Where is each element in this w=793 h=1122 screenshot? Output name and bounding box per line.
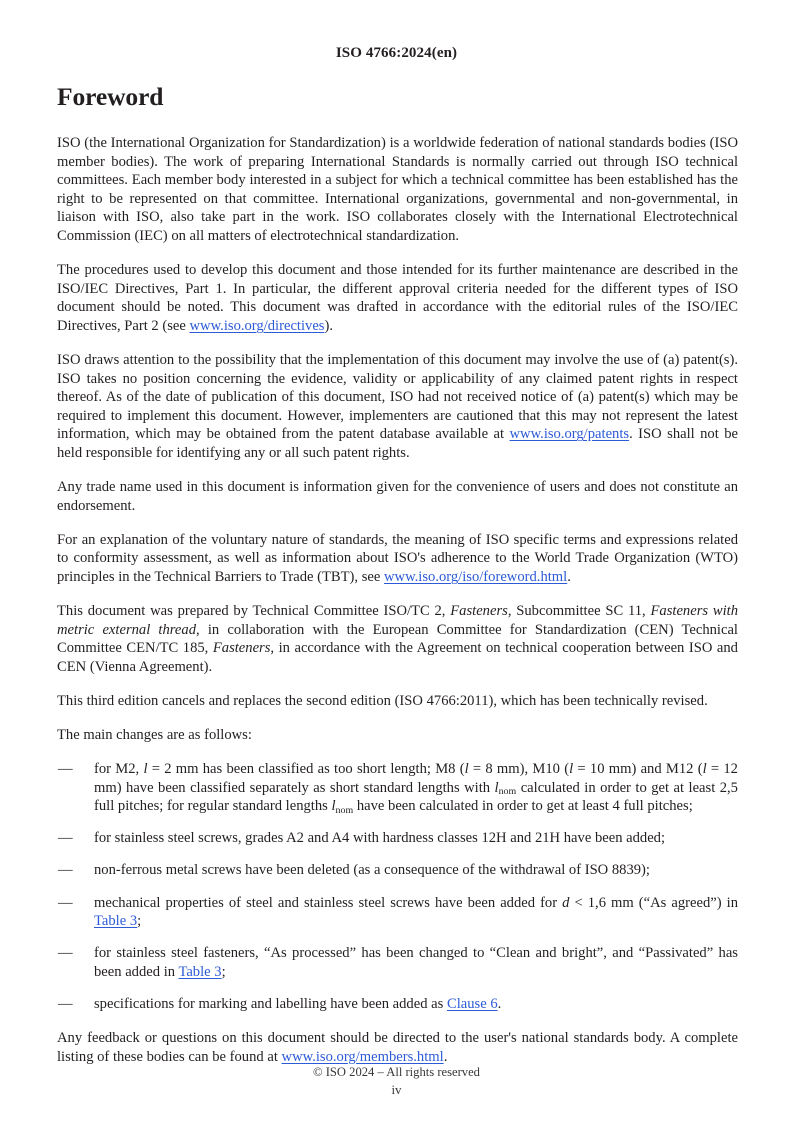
paragraph-iso-intro: ISO (the International Organization for Standardization) is a worldwide federation of national standards bodies (ISO member bodies). The work of preparing International Standards is normally carried out through ISO technical committees. Each member body interested in a subject for which a technical committee has been established has the right to be represented on that committee. International organizations, governmental and non-governmental, in liaison with ISO, also take part in the work. ISO collaborates closely with the International Electrotechnical Commission (IEC) on all matters of electrotechnical standardization. xyxy=(57,135,738,244)
item1-italic-l-5: l xyxy=(494,779,499,796)
tc-italic-fasteners-2: Fasteners, xyxy=(212,640,275,657)
paragraph-procedures-text-after: ). xyxy=(324,317,334,334)
paragraph-procedures xyxy=(57,261,738,335)
link-iso-patents[interactable]: www.iso.org/patents xyxy=(509,426,630,443)
item1-lnom-2 xyxy=(331,798,353,814)
link-table-3[interactable]: Table 3 xyxy=(178,963,222,980)
link-clause-6[interactable]: Clause 6 xyxy=(446,995,498,1012)
item1-subscript-nom-1: nom xyxy=(498,786,517,798)
item1-italic-l-1: l xyxy=(143,761,148,778)
tc-italic-fasteners-metric: Fasteners with metric external thread xyxy=(57,602,738,638)
item5-seg-1: for stainless steel fasteners, “As processed” has been changed to “Clean and bright”, and “Passivated” has been added in xyxy=(94,945,738,980)
item1-italic-l-6: l xyxy=(331,798,336,815)
item5-seg-2: ; xyxy=(221,963,226,980)
list-item xyxy=(57,944,738,981)
paragraph-patents xyxy=(57,351,738,463)
tc-italic-fasteners-1: Fasteners xyxy=(450,602,508,619)
document-content xyxy=(57,82,738,1066)
item2-text: for stainless steel screws, grades A2 and A4 with hardness classes 12H and 21H have been added; xyxy=(94,830,666,847)
list-item xyxy=(57,829,738,848)
item1-seg-4: = 10 mm) and M12 ( xyxy=(573,761,703,778)
item6-seg-2: . xyxy=(497,995,502,1012)
paragraph-feedback-text-after: . xyxy=(443,1048,448,1065)
item3-text: non-ferrous metal screws have been deleted (as a consequence of the withdrawal of ISO 8839); xyxy=(94,862,650,879)
paragraph-wto xyxy=(57,531,738,587)
item1-seg-2: = 2 mm has been classified as too short length; M8 ( xyxy=(147,761,465,778)
item1-subscript-nom-2: nom xyxy=(335,804,354,816)
em-dash-marker: — xyxy=(58,862,73,879)
tc-seg-2: , Subcommittee SC 11, xyxy=(507,602,651,619)
item1-lnom-1 xyxy=(495,780,517,796)
item4-italic-d: d xyxy=(562,894,570,911)
item1-seg-6: calculated in order to get at least 2,5 full pitches; for regular standard lengths xyxy=(94,779,738,815)
item4-seg-2: < 1,6 mm (“As agreed”) in xyxy=(569,894,738,911)
em-dash-marker: — xyxy=(58,761,73,778)
list-item xyxy=(57,760,738,816)
link-table-3[interactable]: Table 3 xyxy=(94,913,138,930)
running-head: ISO 4766:2024(en) xyxy=(335,45,458,61)
page-number: iv xyxy=(391,1082,402,1097)
em-dash-marker: — xyxy=(58,830,73,847)
paragraph-wto-text-after: . xyxy=(567,568,571,585)
paragraph-feedback-text-before: Any feedback or questions on this document should be directed to the user's national standards body. A complete listing of these bodies can be found at xyxy=(57,1029,738,1065)
paragraph-procedures-text-before: The procedures used to develop this document and those intended for its further maintenance are described in the ISO/IEC Directives, Part 1. In particular, the different approval criteria needed for the different types of ISO document should be noted. This document was drafted in accordance with the editorial rules of the ISO/IEC Directives, Part 2 (see xyxy=(57,262,738,334)
item1-italic-l-2: l xyxy=(464,761,469,778)
spacer xyxy=(57,1013,738,1029)
em-dash-marker: — xyxy=(58,894,73,911)
changes-list xyxy=(57,760,738,1013)
footer-copyright: © ISO 2024 – All rights reserved xyxy=(313,1065,480,1079)
item4-seg-1: mechanical properties of steel and stainless steel screws have been added for xyxy=(94,894,563,911)
tc-seg-1: This document was prepared by Technical Committee ISO/TC 2, xyxy=(57,602,451,619)
tc-seg-3: , in collaboration with the European Committee for Standardization (CEN) Technical Committee CEN/TC 185, xyxy=(57,621,738,657)
link-iso-foreword[interactable]: www.iso.org/iso/foreword.html xyxy=(383,568,568,585)
em-dash-marker: — xyxy=(58,945,73,962)
item1-italic-l-4: l xyxy=(702,761,707,778)
list-item xyxy=(57,894,738,931)
tc-seg-4: in accordance with the Agreement on technical cooperation between ISO and CEN (Vienna Agreement). xyxy=(57,640,738,675)
item1-italic-l-3: l xyxy=(569,761,574,778)
paragraph-patents-text-after: . ISO shall not be held responsible for identifying any or all such patent rights. xyxy=(57,426,738,461)
paragraph-patents-text-before: ISO draws attention to the possibility that the implementation of this document may involve the use of (a) patent(s). ISO takes no position concerning the evidence, validity or applicability of any claimed patent rights in respect thereof. As of the date of publication of this document, ISO had not received notice of (a) patent(s) which may be required to implement this document. However, implementers are cautioned that this may not represent the latest information, which may be obtained from the patent database available at xyxy=(57,351,738,443)
item1-seg-1: for M2, xyxy=(94,761,144,778)
item1-seg-3: = 8 mm), M10 ( xyxy=(468,761,570,778)
item1-seg-7: have been calculated in order to get at least 4 full pitches; xyxy=(353,798,693,815)
em-dash-marker: — xyxy=(58,995,73,1012)
paragraph-wto-text-before: For an explanation of the voluntary nature of standards, the meaning of ISO specific terms and expressions related to conformity assessment, as well as information about ISO's adherence to the World Trade Organization (WTO) principles in the Technical Barriers to Trade (TBT), see xyxy=(57,531,738,585)
paragraph-trade-name: Any trade name used in this document is information given for the convenience of users and does not constitute an endorsement. xyxy=(57,479,738,514)
list-item xyxy=(57,995,738,1014)
paragraph-feedback xyxy=(57,1029,738,1066)
page-title: Foreword xyxy=(57,82,164,111)
link-iso-members[interactable]: www.iso.org/members.html xyxy=(281,1048,444,1065)
list-item xyxy=(57,861,738,880)
paragraph-third-edition: This third edition cancels and replaces the second edition (ISO 4766:2011), which has been technically revised. xyxy=(57,692,708,709)
item6-seg-1: specifications for marking and labelling have been added as xyxy=(94,995,447,1012)
item4-seg-3: ; xyxy=(137,913,142,930)
paragraph-technical-committee xyxy=(57,602,738,676)
item1-seg-5: = 12 mm) have been classified separately as short standard lengths with xyxy=(94,761,738,796)
paragraph-main-changes-intro: The main changes are as follows: xyxy=(57,726,252,743)
link-iso-directives[interactable]: www.iso.org/directives xyxy=(189,317,325,334)
